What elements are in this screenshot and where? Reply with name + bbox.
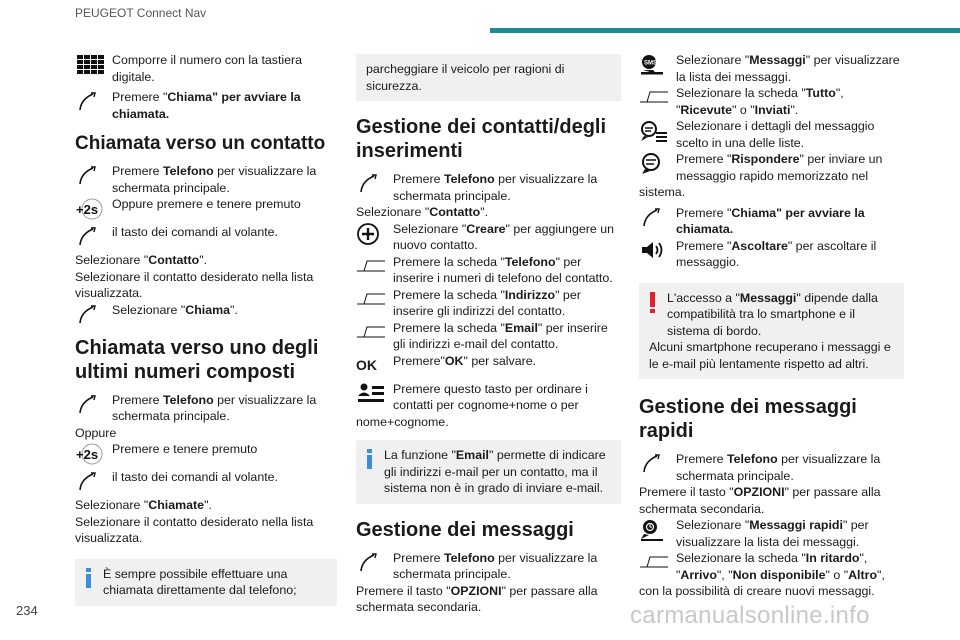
step-steering-button <box>75 224 337 244</box>
note-text: È sempre possibile effettuare una chiamata direttamente dal telefono; <box>103 566 297 597</box>
step-message-details <box>639 118 904 151</box>
step-text: Premere la scheda "Indirizzo" per inserire gli indirizzi del contatto. <box>393 287 581 318</box>
step-text: Premere Telefono per visualizzare la schermata principale. <box>393 172 598 203</box>
warning-note <box>639 283 904 380</box>
step-text: Oppure <box>75 425 117 440</box>
step-text: Selezionare la scheda "In ritardo", "Arrivo", "Non disponibile" o "Altro", con la possibilità di creare nuovi messaggi. <box>639 551 885 598</box>
step-sort-contacts <box>356 381 621 431</box>
message-details-icon <box>639 119 669 141</box>
step-tab-phone <box>356 254 621 287</box>
touch-icon <box>75 393 105 415</box>
heading-quick-messages: Gestione dei messaggi rapidi <box>639 396 857 442</box>
step-text: Premere "Ascoltare" per ascoltare il messaggio. <box>676 238 877 269</box>
speaker-icon <box>639 239 669 261</box>
touch-icon <box>356 172 386 194</box>
sort-contacts-icon <box>356 382 386 404</box>
step-press-phone <box>356 550 621 583</box>
step-press-call <box>75 89 337 122</box>
step-create-contact <box>356 221 621 254</box>
step-text: Premere Telefono per visualizzare la schermata principale. <box>112 392 317 423</box>
step-save-ok <box>356 353 621 373</box>
step-text: Premere questo tasto per ordinare i contatti per cognome+nome o per nome+cognome. <box>356 381 588 429</box>
step-tab-late <box>639 550 904 600</box>
reply-message-icon <box>639 152 669 174</box>
step-text: Selezionare "Creare" per aggiungere un nuovo contatto. <box>393 221 614 252</box>
step-text: Selezionare "Messaggi rapidi" per visualizzare la lista dei messaggi. <box>676 518 869 549</box>
svg-text:+2s: +2s <box>76 447 99 462</box>
touch-icon <box>75 470 105 492</box>
step-text: Selezionare "Chiama". <box>112 302 238 317</box>
step-text: Selezionare "Messaggi" per visualizzare la lista dei messaggi. <box>676 53 900 84</box>
step-text: Selezionare "Chiamate". <box>75 498 212 512</box>
step-tab-email <box>356 320 621 353</box>
step-reply <box>639 151 904 201</box>
step-hold-steering <box>75 441 337 461</box>
watermark: carmanualsonline.info <box>630 602 870 629</box>
tab-icon <box>356 288 386 310</box>
step-text: Premere Telefono per visualizzare la schermata principale. <box>393 550 598 581</box>
sms-icon <box>639 53 669 75</box>
column-3 <box>639 52 904 600</box>
step-hold-steering <box>75 196 337 216</box>
step-text: Premere "Chiama" per avviare la chiamata. <box>112 90 301 121</box>
step-select-call <box>75 302 337 322</box>
step-text: Premere Telefono per visualizzare la schermata principale. <box>112 164 317 195</box>
step-tab-address <box>356 287 621 320</box>
info-note-continued <box>356 54 621 101</box>
step-quick-messages <box>639 517 904 550</box>
step-press-phone <box>639 451 904 484</box>
info-icon <box>85 568 93 588</box>
step-text: Premere la scheda "Email" per inserire gli indirizzi e-mail del contatto. <box>393 320 608 351</box>
ok-label-icon: OK <box>356 356 377 373</box>
step-listen <box>639 238 904 271</box>
touch-icon <box>75 164 105 186</box>
note-text: parcheggiare il veicolo per ragioni di sicurezza. <box>366 62 565 93</box>
step-text: Oppure premere e tenere premuto <box>112 197 301 211</box>
note-text: L'accesso a "Messaggi" dipende dalla compatibilità tra lo smartphone e il sistema di bordo. <box>667 290 878 338</box>
step-text: Premere e tenere premuto <box>112 442 258 456</box>
step-press-phone <box>75 163 337 196</box>
svg-text:+2s: +2s <box>76 202 99 217</box>
tab-icon <box>356 321 386 343</box>
step-text: Premere Telefono per visualizzare la schermata principale. <box>676 452 881 483</box>
note-text: La funzione "Email" permette di indicare gli indirizzi e-mail per un contatto, ma il sistema non è in grado di inviare e-mail. <box>384 448 606 495</box>
heading-manage-messages: Gestione dei messaggi <box>356 518 574 541</box>
step-text: Selezionare il contatto desiderato nella lista visualizzata. <box>75 514 314 545</box>
heading-recent-calls: Chiamata verso uno degli ultimi numeri composti <box>75 336 319 383</box>
tab-icon <box>639 551 669 573</box>
step-text: il tasto dei comandi al volante. <box>112 470 278 484</box>
step-select-messages <box>639 52 904 85</box>
keypad-icon <box>75 53 105 75</box>
step-text: Premere "Chiama" per avviare la chiamata. <box>676 205 865 236</box>
press-hold-2s-icon <box>75 442 105 464</box>
step-press-call <box>639 205 904 238</box>
page-number: 234 <box>16 603 38 618</box>
step-steering-button <box>75 469 337 489</box>
heading-manage-contacts: Gestione dei contatti/degli inserimenti <box>356 116 607 162</box>
step-press-phone <box>356 171 621 204</box>
warning-icon <box>649 292 657 314</box>
column-1 <box>75 52 337 612</box>
step-text: Selezionare "Contatto". <box>75 253 208 267</box>
step-text: Selezionare "Contatto". <box>356 205 489 219</box>
step-text: Premere "Rispondere" per inviare un messaggio rapido memorizzato nel sistema. <box>639 152 883 199</box>
touch-icon <box>639 452 669 474</box>
note-text: Alcuni smartphone recuperano i messaggi e le e-mail più lentamente rispetto ad altri. <box>649 340 891 371</box>
heading-call-contact: Chiamata verso un contatto <box>75 133 326 154</box>
step-text: Premere il tasto "OPZIONI" per passare alla schermata secondaria. <box>639 485 881 516</box>
header-accent-bar <box>490 28 960 33</box>
step-text: Selezionare i dettagli del messaggio scelto in una delle liste. <box>676 119 875 150</box>
step-text: Premere il tasto "OPZIONI" per passare alla schermata secondaria. <box>356 583 598 614</box>
quick-message-icon <box>639 518 669 540</box>
tab-icon <box>639 86 669 108</box>
step-press-phone <box>75 392 337 425</box>
step-text: Comporre il numero con la tastiera digitale. <box>112 53 303 84</box>
step-tab-all <box>639 85 904 118</box>
touch-icon <box>356 551 386 573</box>
step-text: Premere"OK" per salvare. <box>393 353 537 368</box>
step-text: Selezionare la scheda "Tutto", "Ricevute" o "Inviati". <box>676 86 844 117</box>
touch-icon <box>75 225 105 247</box>
svg-text:SMS: SMS <box>644 60 658 67</box>
step-dial-keypad <box>75 52 337 85</box>
info-icon <box>366 449 374 469</box>
touch-icon <box>75 303 105 325</box>
step-text: il tasto dei comandi al volante. <box>112 225 278 239</box>
touch-icon <box>639 206 669 228</box>
info-note-email <box>356 440 621 504</box>
column-2 <box>356 52 621 616</box>
add-circle-icon <box>356 222 386 244</box>
step-text: Selezionare il contatto desiderato nella lista visualizzata. <box>75 269 314 300</box>
press-hold-2s-icon <box>75 197 105 219</box>
running-header: PEUGEOT Connect Nav <box>75 6 207 20</box>
info-note <box>75 559 337 606</box>
step-text: Premere la scheda "Telefono" per inserire i numeri di telefono del contatto. <box>393 254 613 285</box>
tab-icon <box>356 255 386 277</box>
touch-icon <box>75 90 105 112</box>
